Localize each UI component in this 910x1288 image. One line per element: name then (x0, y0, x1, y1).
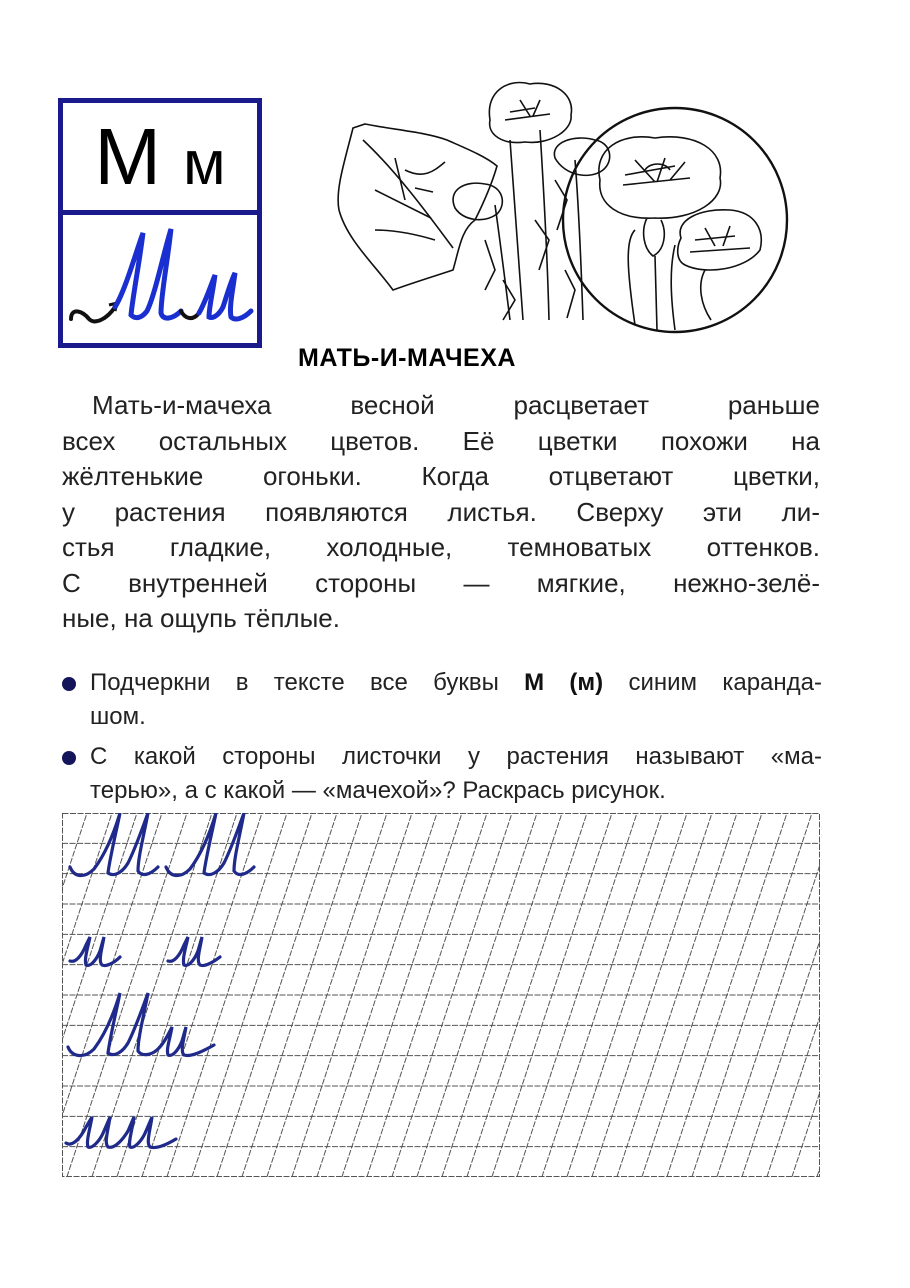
task-item (62, 740, 822, 808)
paragraph-line: С внутренней стороны — мягкие, нежно-зелё- (62, 567, 820, 598)
bullet-icon (62, 751, 76, 765)
task-highlight: М (м) (524, 669, 604, 696)
handwriting-practice-grid[interactable] (62, 813, 820, 1177)
printed-letters (63, 103, 257, 215)
task-list (62, 666, 822, 808)
paragraph-line: ные, на ощупь тёплые. (62, 603, 340, 633)
task-line: шом. (90, 703, 146, 730)
coltsfoot-plant-icon (335, 70, 855, 340)
task-text: синим каранда- (603, 669, 822, 696)
letter-card (58, 98, 262, 348)
reading-paragraph (62, 388, 820, 637)
paragraph-line: жёлтенькие огоньки. Когда отцветают цветки, (62, 461, 820, 491)
paragraph-line: стья гладкие, холодные, темноватых оттенков. (62, 532, 820, 562)
coltsfoot-illustration (335, 70, 855, 340)
paragraph-line: Мать-и-мачеха весной расцветает раньше (92, 390, 820, 420)
practice-grid-lines (62, 813, 820, 1177)
printed-lowercase-m: м (183, 128, 226, 198)
paragraph-line: всех остальных цветов. Её цветки похожи на (62, 425, 820, 456)
bullet-icon (62, 677, 76, 691)
page-title: МАТЬ-И-МАЧЕХА (298, 344, 516, 372)
paragraph-line: у растения появляются листья. Сверху эти ли- (62, 496, 820, 527)
task-line (90, 666, 822, 700)
task-line: С какой стороны листочки у растения называют «ма- (90, 743, 822, 770)
task-line: терью», а с какой — «мачехой»? Раскрась рисунок. (90, 777, 666, 804)
cursive-letters (63, 215, 257, 343)
cursive-m-icon (63, 215, 257, 343)
printed-uppercase-m: М (94, 111, 161, 201)
task-text: Подчеркни в тексте все буквы (90, 669, 525, 696)
task-item (62, 666, 822, 734)
